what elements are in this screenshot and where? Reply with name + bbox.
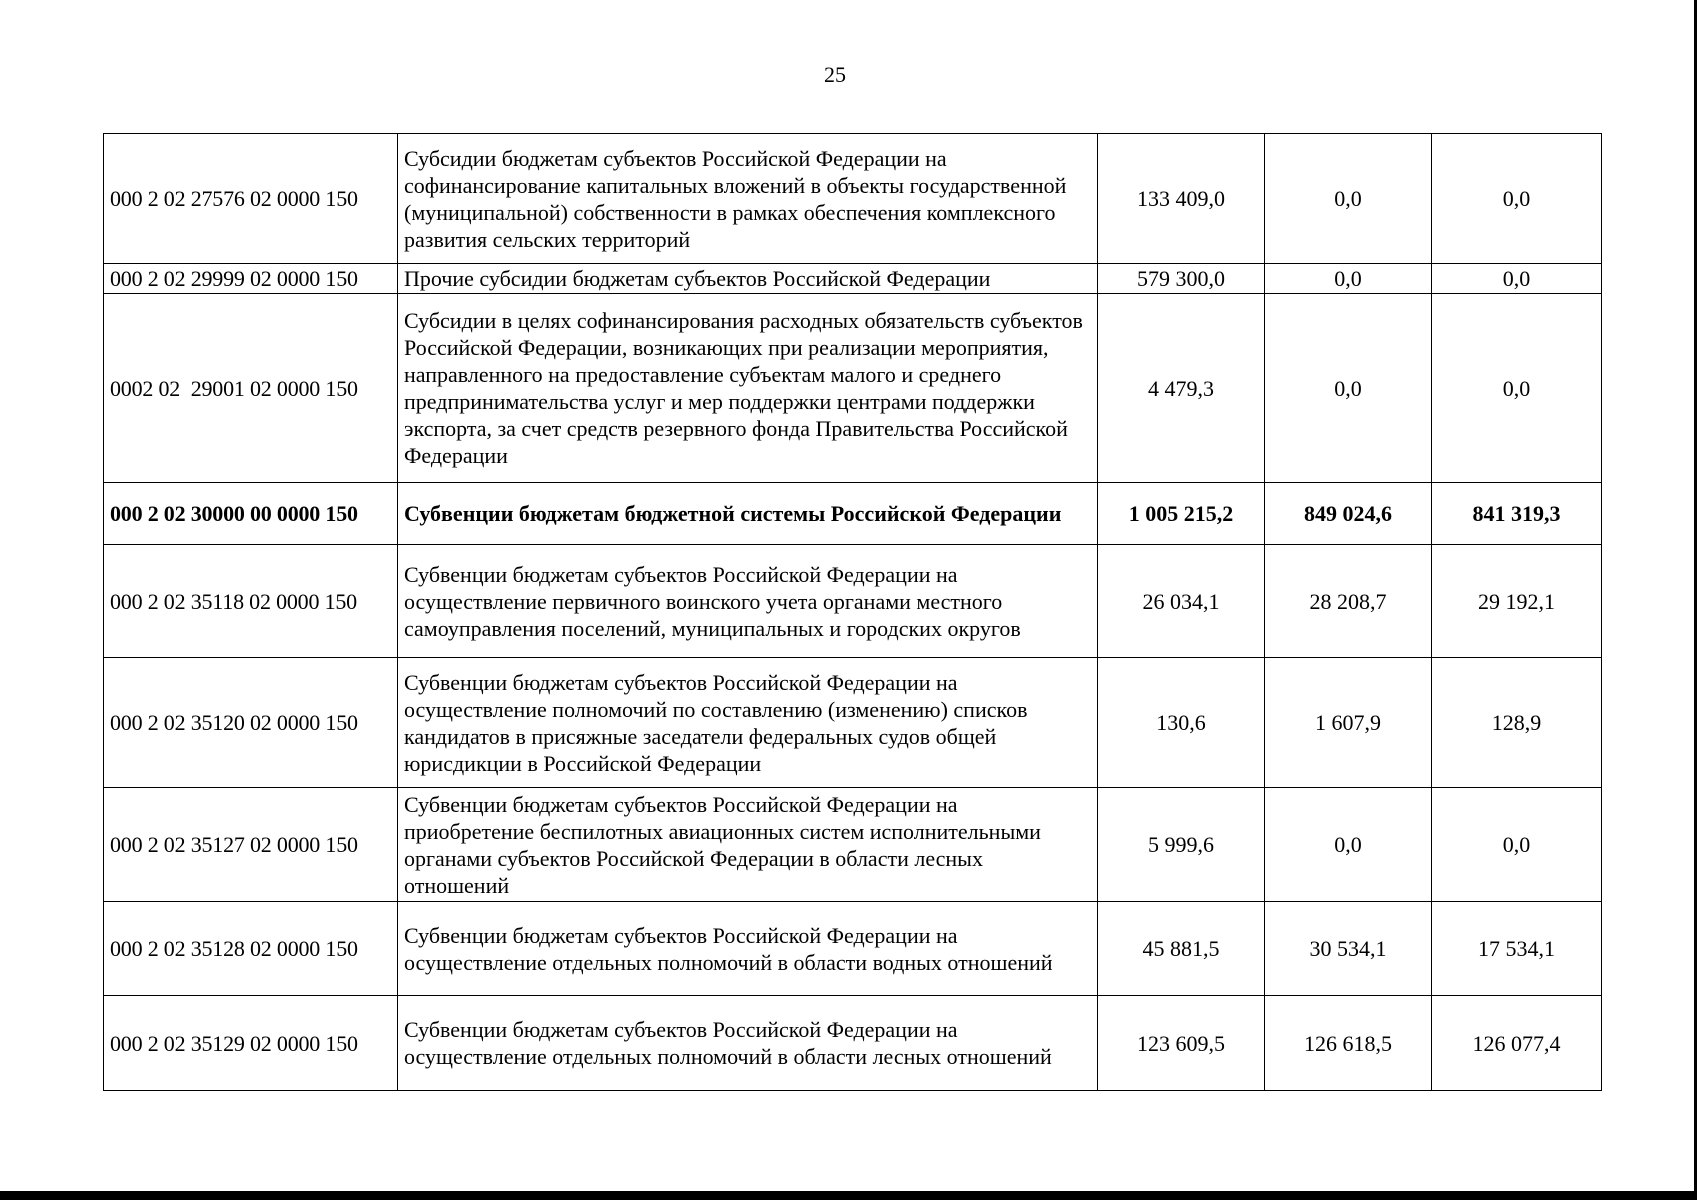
value-year-1: 130,6: [1098, 658, 1265, 788]
revenue-name: Субвенции бюджетам субъектов Российской Федерации на осуществление отдельных полномочий в области лесных отношений: [398, 996, 1098, 1091]
value-year-3: 0,0: [1432, 788, 1602, 902]
value-year-3: 841 319,3: [1432, 483, 1602, 545]
revenue-name: Субвенции бюджетам субъектов Российской Федерации на осуществление первичного воинского учета органами местного самоуправления поселений, муниципальных и городских округов: [398, 545, 1098, 658]
value-year-3: 128,9: [1432, 658, 1602, 788]
budget-code: 000 2 02 35118 02 0000 150: [104, 545, 398, 658]
value-year-3: 0,0: [1432, 294, 1602, 483]
value-year-1: 45 881,5: [1098, 902, 1265, 996]
value-year-1: 26 034,1: [1098, 545, 1265, 658]
value-year-2: 0,0: [1265, 788, 1432, 902]
budget-code: 000 2 02 35120 02 0000 150: [104, 658, 398, 788]
table-row: [104, 788, 1602, 902]
revenue-name: Прочие субсидии бюджетам субъектов Российской Федерации: [398, 264, 1098, 294]
table-row: [104, 134, 1602, 264]
value-year-2: 0,0: [1265, 134, 1432, 264]
value-year-3: 29 192,1: [1432, 545, 1602, 658]
budget-code: 000 2 02 30000 00 0000 150: [104, 483, 398, 545]
value-year-1: 1 005 215,2: [1098, 483, 1265, 545]
table-row: [104, 658, 1602, 788]
value-year-3: 17 534,1: [1432, 902, 1602, 996]
revenue-name: Субвенции бюджетам субъектов Российской Федерации на осуществление отдельных полномочий в области водных отношений: [398, 902, 1098, 996]
value-year-1: 579 300,0: [1098, 264, 1265, 294]
value-year-3: 126 077,4: [1432, 996, 1602, 1091]
budget-code: 0002 02 29001 02 0000 150: [104, 294, 398, 483]
value-year-1: 133 409,0: [1098, 134, 1265, 264]
table-row: [104, 996, 1602, 1091]
value-year-2: 30 534,1: [1265, 902, 1432, 996]
table-row-total: [104, 483, 1602, 545]
value-year-2: 0,0: [1265, 264, 1432, 294]
table-row: [104, 294, 1602, 483]
revenue-name: Субвенции бюджетам субъектов Российской Федерации на приобретение беспилотных авиационных систем исполнительными органами субъектов Российской Федерации в области лесных отношений: [398, 788, 1098, 902]
revenue-name: Субсидии в целях софинансирования расходных обязательств субъектов Российской Федерации, возникающих при реализации мероприятия, направленного на предоставление субъектам малого и среднего предпринимательства услуг и мер поддержки центрами поддержки экспорта, за счет средств резервного фонда Правительства Российской Федерации: [398, 294, 1098, 483]
budget-code: 000 2 02 27576 02 0000 150: [104, 134, 398, 264]
value-year-3: 0,0: [1432, 134, 1602, 264]
budget-code: 000 2 02 35127 02 0000 150: [104, 788, 398, 902]
value-year-2: 126 618,5: [1265, 996, 1432, 1091]
value-year-1: 123 609,5: [1098, 996, 1265, 1091]
value-year-2: 28 208,7: [1265, 545, 1432, 658]
scan-border-bottom: [0, 1191, 1697, 1200]
value-year-2: 0,0: [1265, 294, 1432, 483]
page-number: 25: [824, 62, 846, 87]
value-year-1: 5 999,6: [1098, 788, 1265, 902]
value-year-2: 849 024,6: [1265, 483, 1432, 545]
table-row: [104, 264, 1602, 294]
value-year-3: 0,0: [1432, 264, 1602, 294]
budget-code: 000 2 02 35128 02 0000 150: [104, 902, 398, 996]
budget-code: 000 2 02 29999 02 0000 150: [104, 264, 398, 294]
value-year-2: 1 607,9: [1265, 658, 1432, 788]
revenue-name: Субвенции бюджетам субъектов Российской Федерации на осуществление полномочий по составлению (изменению) списков кандидатов в присяжные заседатели федеральных судов общей юрисдикции в Российской Федерации: [398, 658, 1098, 788]
revenue-name: Субсидии бюджетам субъектов Российской Федерации на софинансирование капитальных вложений в объекты государственной (муниципальной) собственности в рамках обеспечения комплексного развития сельских территорий: [398, 134, 1098, 264]
table-row: [104, 545, 1602, 658]
budget-code: 000 2 02 35129 02 0000 150: [104, 996, 398, 1091]
revenue-name: Субвенции бюджетам бюджетной системы Российской Федерации: [398, 483, 1098, 545]
budget-table: [103, 133, 1602, 1091]
value-year-1: 4 479,3: [1098, 294, 1265, 483]
table-row: [104, 902, 1602, 996]
